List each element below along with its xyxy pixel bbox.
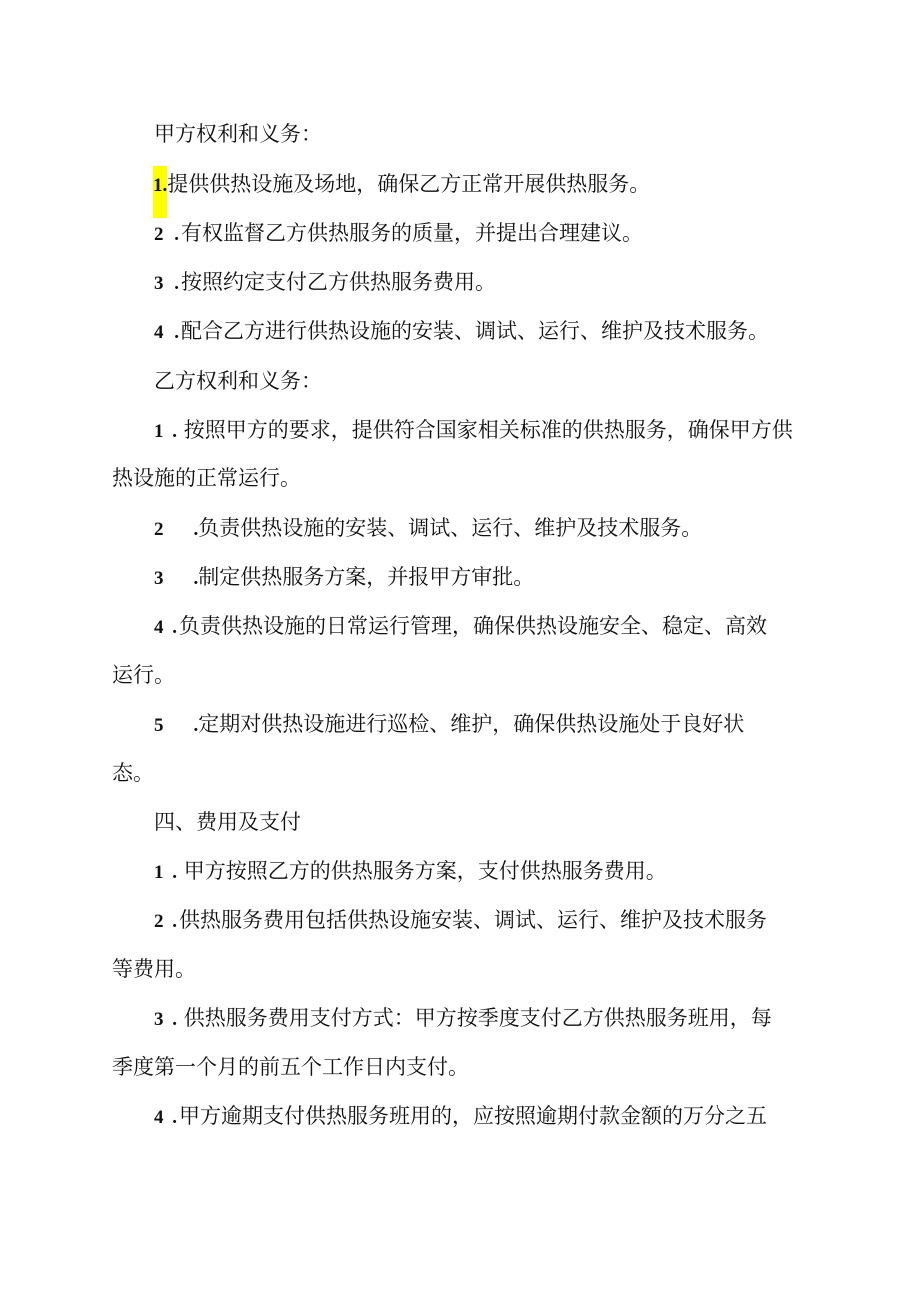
list-item: 2 .有权监督乙方供热服务的质量，并提出合理建议。 bbox=[154, 221, 643, 245]
section-title-fees: 四、费用及支付 bbox=[154, 810, 301, 834]
section-title-party-a: 甲方权利和义务： bbox=[154, 122, 322, 146]
list-item: 4 .负责供热设施的日常运行管理，确保供热设施安全、稳定、高效 bbox=[154, 614, 767, 638]
list-item: 4 .甲方逾期支付供热服务班用的，应按照逾期付款金额的万分之五 bbox=[154, 1104, 767, 1128]
list-item: 5 .定期对供热设施进行巡检、维护，确保供热设施处于良好状 bbox=[154, 712, 745, 736]
list-item: 1 . 按照甲方的要求，提供符合国家相关标准的供热服务，确保甲方供 bbox=[154, 418, 793, 442]
list-item-continuation: 季度第一个月的前五个工作日内支付。 bbox=[112, 1055, 469, 1079]
list-item: 2 .负责供热设施的安装、调试、运行、维护及技术服务。 bbox=[154, 516, 703, 540]
list-item: 1.提供供热设施及场地，确保乙方正常开展供热服务。 bbox=[153, 170, 650, 198]
list-item-continuation: 态。 bbox=[112, 761, 154, 785]
list-item: 3 .按照约定支付乙方供热服务费用。 bbox=[154, 270, 496, 294]
list-item-continuation: 等费用。 bbox=[112, 957, 196, 981]
list-item: 4 .配合乙方进行供热设施的安装、调试、运行、维护及技术服务。 bbox=[154, 319, 769, 343]
list-item: 2 .供热服务费用包括供热设施安装、调试、运行、维护及技术服务 bbox=[154, 908, 767, 932]
list-item: 3 .制定供热服务方案，并报甲方审批。 bbox=[154, 565, 535, 589]
list-item: 1 . 甲方按照乙方的供热服务方案，支付供热服务费用。 bbox=[154, 859, 667, 883]
section-title-party-b: 乙方权利和义务： bbox=[154, 369, 322, 393]
highlight-marker: 1. bbox=[153, 166, 167, 218]
list-item-continuation: 运行。 bbox=[112, 663, 175, 687]
list-item: 3 . 供热服务费用支付方式：甲方按季度支付乙方供热服务班用，每 bbox=[154, 1006, 772, 1030]
list-item-continuation: 热设施的正常运行。 bbox=[112, 466, 301, 490]
